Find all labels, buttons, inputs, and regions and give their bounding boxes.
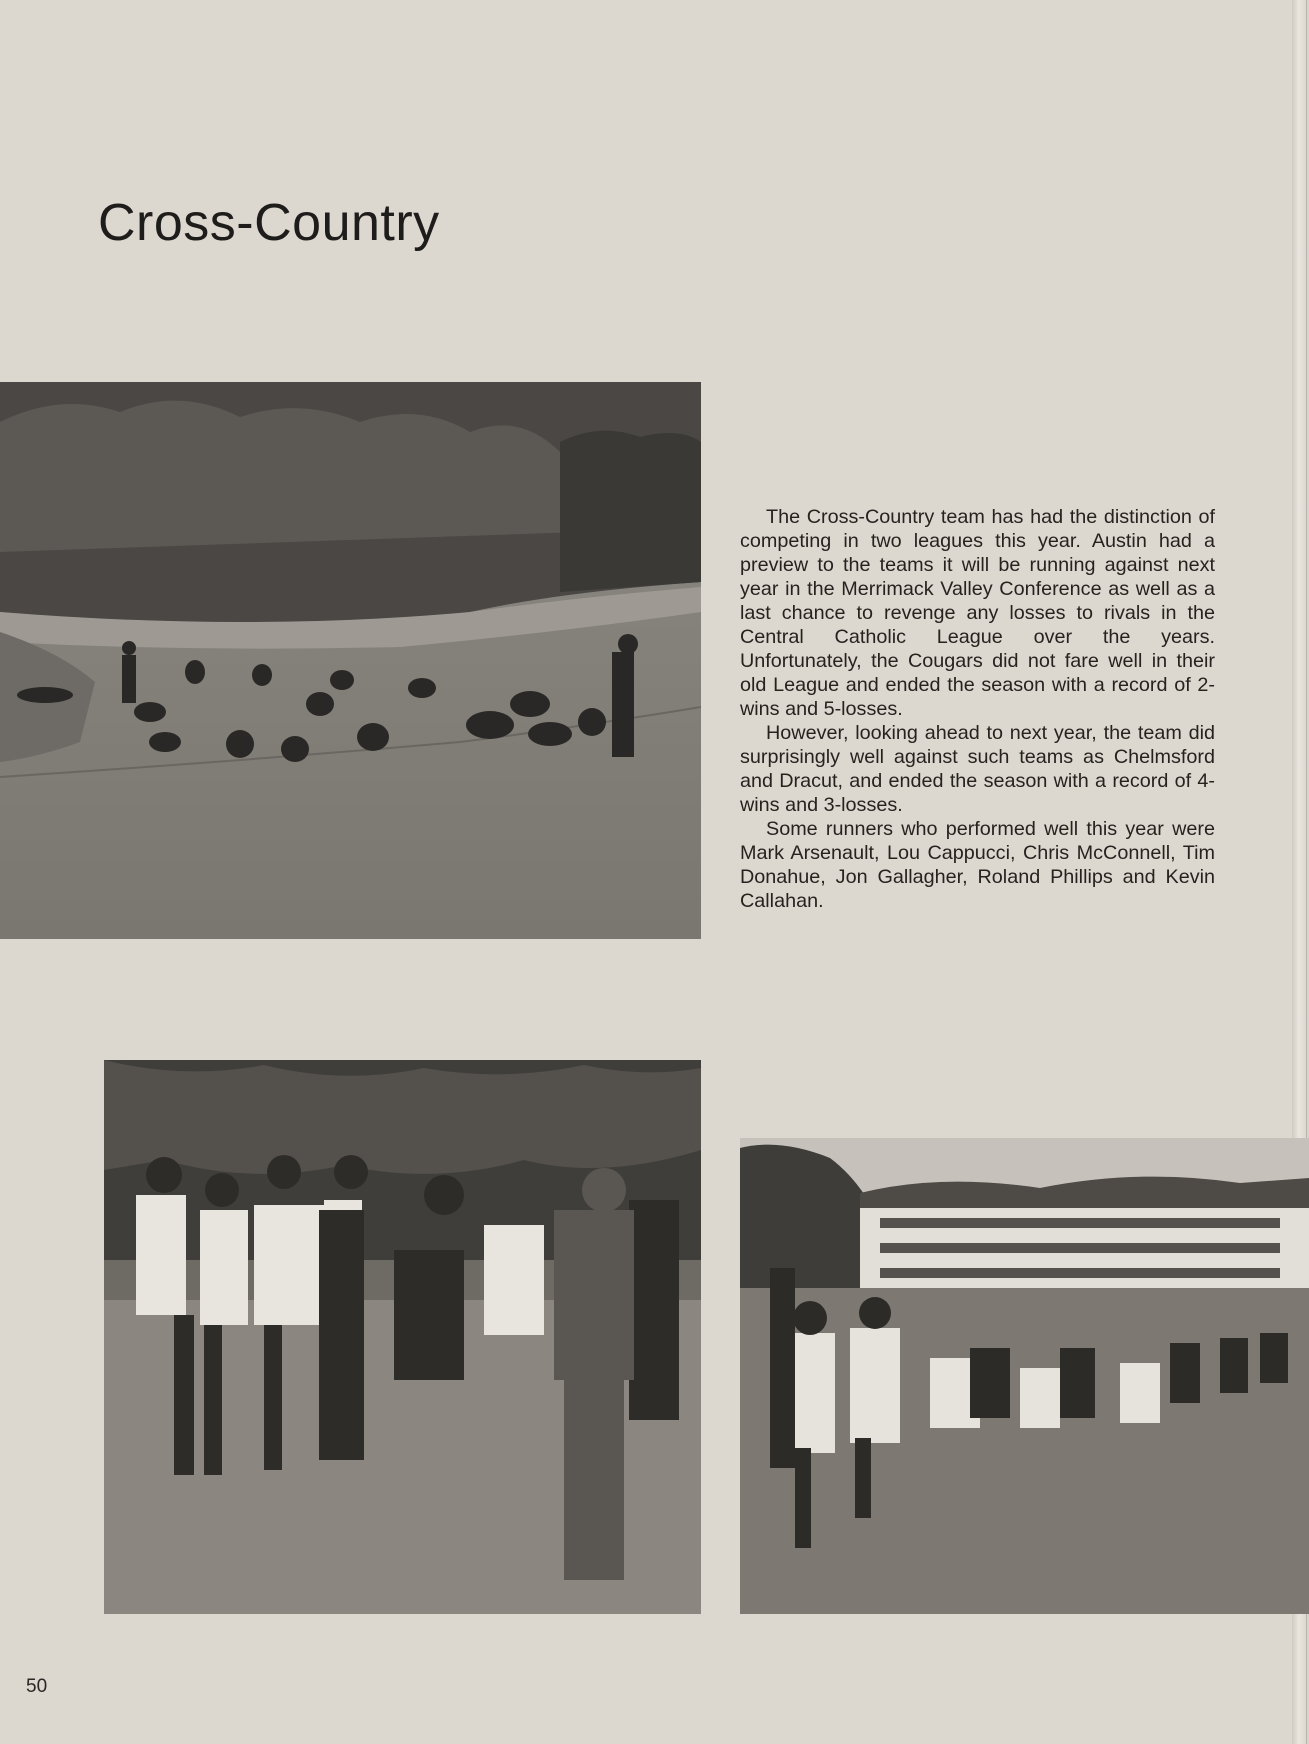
photo-race-start-image <box>740 1138 1309 1614</box>
photo-team-warmup <box>0 382 701 939</box>
article-paragraph: The Cross-Country team has had the distinction of competing in two leagues this year. Austin had a preview to the teams it will be running against next year in the Merrimack Valley Conference as well as a last chance to revenge any losses to rivals in the Central Catholic League over the years. Unfortunately, the Cougars did not fare well in their old League and ended the season with a record of 2-wins and 5-losses. <box>740 506 1215 720</box>
article-paragraph: However, looking ahead to next year, the team did surprisingly well against such teams as Chelmsford and Dracut, and ended the season with a record of 4-wins and 3-losses. <box>740 722 1215 816</box>
photo-coach-huddle-image <box>104 1060 701 1614</box>
page-number: 50 <box>26 1676 48 1697</box>
article-paragraph: Some runners who performed well this year were Mark Arsenault, Lou Cappucci, Chris McConnell, Tim Donahue, Jon Gallagher, Roland Phillips and Kevin Callahan. <box>740 818 1215 912</box>
page-title: Cross-Country <box>98 194 440 252</box>
article-body <box>740 505 1215 913</box>
photo-coach-huddle <box>104 1060 701 1614</box>
photo-race-start <box>740 1138 1309 1614</box>
photo-team-warmup-image <box>0 382 701 939</box>
